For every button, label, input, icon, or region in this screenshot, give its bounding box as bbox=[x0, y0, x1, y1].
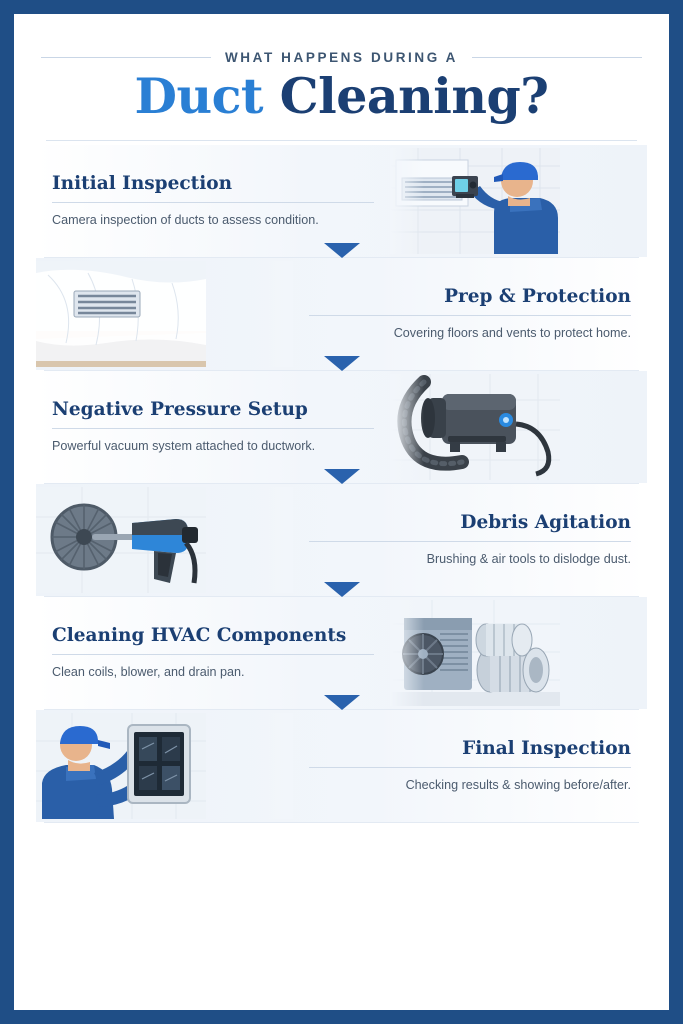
step-text bbox=[293, 512, 647, 568]
step-connector-arrow bbox=[324, 356, 360, 371]
covered-floor-and-vent-illustration bbox=[36, 261, 293, 367]
technician-camera-inspection-illustration bbox=[390, 148, 647, 254]
step-row bbox=[36, 258, 647, 370]
step-title: Negative Pressure Setup bbox=[52, 399, 308, 421]
step-content bbox=[36, 710, 647, 822]
step-text bbox=[36, 625, 390, 681]
step-title-rule bbox=[52, 428, 374, 429]
step-row bbox=[36, 710, 647, 822]
step-title-rule bbox=[309, 541, 631, 542]
step-title-rule bbox=[52, 654, 374, 655]
step-description: Checking results & showing before/after. bbox=[405, 778, 631, 793]
technician-tablet-before-after-illustration bbox=[36, 713, 293, 819]
step-content bbox=[36, 371, 647, 483]
image-fade-right bbox=[259, 261, 293, 367]
image-fade-left bbox=[390, 374, 424, 480]
page-title-accent: Duct bbox=[134, 67, 264, 125]
step-title-rule bbox=[309, 315, 631, 316]
step-description: Covering floors and vents to protect home. bbox=[393, 326, 631, 341]
step-title-rule bbox=[309, 767, 631, 768]
poster-inner-panel bbox=[14, 14, 669, 1010]
step-connector-arrow bbox=[324, 582, 360, 597]
step-title: Prep & Protection bbox=[444, 286, 631, 308]
header-divider bbox=[46, 140, 637, 141]
kicker-row bbox=[36, 50, 647, 65]
step-connector-arrow bbox=[324, 469, 360, 484]
image-fade-right bbox=[259, 487, 293, 593]
blower-and-duct-sections-illustration bbox=[390, 600, 647, 706]
step-text bbox=[293, 286, 647, 342]
step-text bbox=[36, 399, 390, 455]
step-separator bbox=[44, 822, 639, 823]
image-fade-right bbox=[259, 713, 293, 819]
rotary-brush-and-power-tool-illustration bbox=[36, 487, 293, 593]
step-title: Debris Agitation bbox=[460, 512, 631, 534]
image-fade-left bbox=[390, 148, 424, 254]
step-row bbox=[36, 484, 647, 596]
poster-header bbox=[36, 36, 647, 141]
step-content bbox=[36, 597, 647, 709]
step-text bbox=[293, 738, 647, 794]
kicker-rule-left bbox=[41, 57, 211, 58]
image-fade-left bbox=[390, 600, 424, 706]
step-description: Camera inspection of ducts to assess condition. bbox=[52, 213, 319, 228]
step-title: Cleaning HVAC Components bbox=[52, 625, 347, 647]
kicker-rule-right bbox=[472, 57, 642, 58]
step-title: Final Inspection bbox=[462, 738, 631, 760]
step-row bbox=[36, 145, 647, 257]
step-content bbox=[36, 258, 647, 370]
page-title bbox=[36, 67, 647, 125]
steps-list bbox=[36, 145, 647, 823]
step-title: Initial Inspection bbox=[52, 173, 233, 195]
step-connector-arrow bbox=[324, 243, 360, 258]
step-description: Brushing & air tools to dislodge dust. bbox=[426, 552, 631, 567]
poster-kicker: WHAT HAPPENS DURING A bbox=[224, 50, 459, 65]
step-title-rule bbox=[52, 202, 374, 203]
vacuum-unit-with-hose-illustration bbox=[390, 374, 647, 480]
step-content bbox=[36, 484, 647, 596]
step-description: Clean coils, blower, and drain pan. bbox=[52, 665, 245, 680]
step-row bbox=[36, 371, 647, 483]
step-text bbox=[36, 173, 390, 229]
step-connector-arrow bbox=[324, 695, 360, 710]
step-description: Powerful vacuum system attached to ductwork. bbox=[52, 439, 316, 454]
step-row bbox=[36, 597, 647, 709]
step-content bbox=[36, 145, 647, 257]
page-title-rest: Cleaning? bbox=[279, 67, 549, 125]
